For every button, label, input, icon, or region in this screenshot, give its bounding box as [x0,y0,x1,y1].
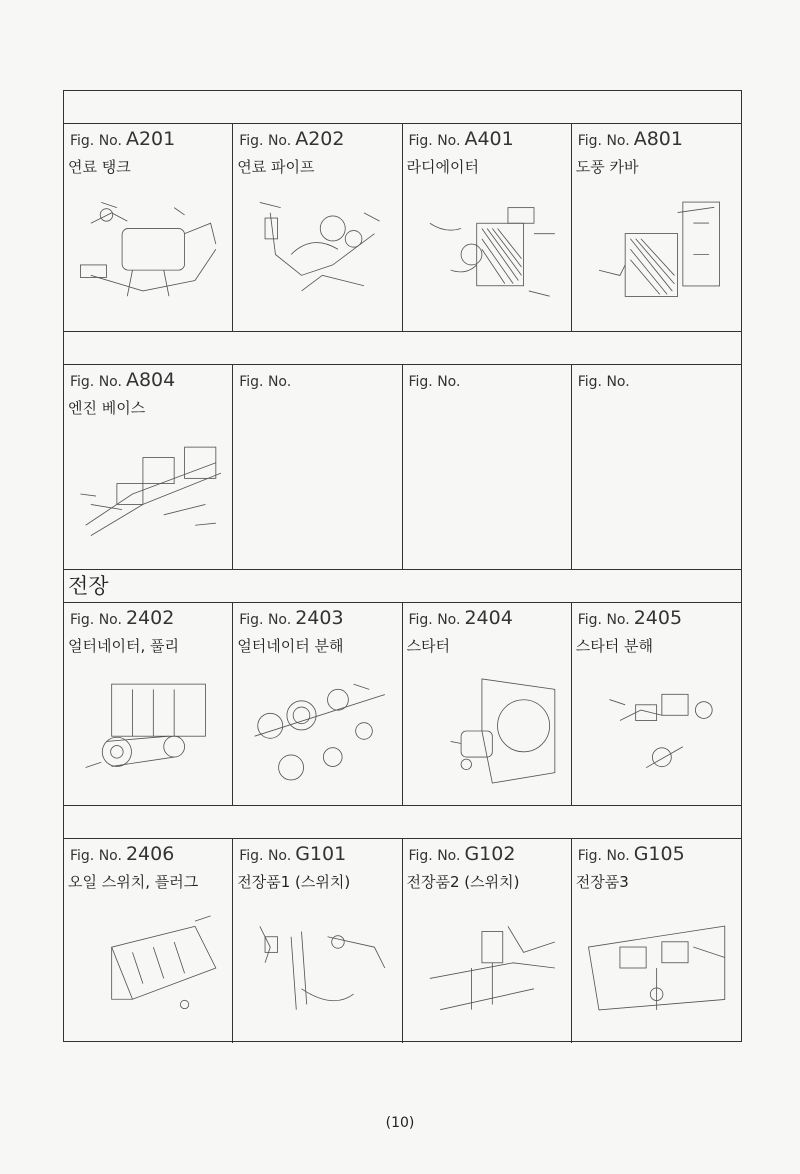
electrical-parts-drawing [578,901,735,1035]
page-number: (10) [385,1115,415,1131]
figure-row-1 [64,124,741,332]
figure-title: 도풍 카바 [575,158,639,176]
figure-title: 엔진 베이스 [68,399,146,417]
figure-title: 얼터네이터 분해 [237,637,344,655]
figure-number: Fig. No. 2404 [408,607,513,629]
switch-drawing [409,901,565,1035]
figure-number: Fig. No. [239,374,292,390]
figure-number: Fig. No. A804 [70,369,176,391]
section-header-empty [64,91,741,124]
shroud-cover-drawing [578,186,735,323]
figure-number: Fig. No. 2402 [70,607,175,629]
section-header-empty [64,332,741,365]
figure-number: Fig. No. G101 [239,843,347,865]
figure-cell-2406[interactable] [64,839,233,1043]
figure-cell-empty [233,365,402,569]
figure-title: 전장품3 [575,873,629,891]
figure-cell-g102[interactable] [403,839,572,1043]
figure-number: Fig. No. G105 [577,843,685,865]
figure-cell-2403[interactable] [233,603,402,805]
figure-title: 연료 파이프 [237,158,315,176]
figure-cell-empty [572,365,741,569]
figure-number: Fig. No. [408,374,461,390]
figure-cell-a202[interactable] [233,124,402,331]
figure-number: Fig. No. [577,374,630,390]
figure-number: Fig. No. A801 [577,128,683,150]
section-header [64,570,741,603]
alternator-pulley-drawing [70,665,226,797]
figure-cell-2404[interactable] [403,603,572,805]
figure-title: 전장품1 (스위치) [237,873,351,891]
figure-row-4 [64,839,741,1043]
figure-number: Fig. No. G102 [408,843,516,865]
figure-number: Fig. No. A201 [70,128,176,150]
figure-title: 라디에이터 [406,158,479,176]
figure-cell-empty [403,365,572,569]
figure-cell-2402[interactable] [64,603,233,805]
figure-cell-2405[interactable] [572,603,741,805]
figure-title: 얼터네이터, 풀리 [68,637,179,655]
figure-cell-a401[interactable] [403,124,572,331]
section-header-empty [64,806,741,839]
alternator-exploded-drawing [239,665,395,797]
fuel-pipe-drawing [239,186,395,323]
catalog-index-table [63,90,742,1042]
engine-base-drawing [70,427,226,561]
figure-title: 스타터 분해 [575,637,653,655]
radiator-drawing [409,186,565,323]
figure-cell-g105[interactable] [572,839,741,1043]
figure-number: Fig. No. 2403 [239,607,344,629]
starter-drawing [409,665,565,797]
figure-title: 스타터 [406,637,450,655]
figure-title: 전장품2 (스위치) [406,873,520,891]
oil-switch-plug-drawing [70,901,226,1035]
figure-row-2 [64,365,741,570]
figure-title: 오일 스위치, 플러그 [68,873,199,891]
section-title: 전장 [68,574,109,598]
figure-number: Fig. No. 2406 [70,843,175,865]
figure-row-3 [64,603,741,806]
fuel-tank-drawing [70,186,226,323]
starter-exploded-drawing [578,665,735,797]
figure-number: Fig. No. A401 [408,128,514,150]
figure-number: Fig. No. 2405 [577,607,683,629]
figure-cell-a804[interactable] [64,365,233,569]
figure-title: 연료 탱크 [68,158,131,176]
figure-number: Fig. No. A202 [239,128,345,150]
figure-cell-g101[interactable] [233,839,402,1043]
figure-cell-a801[interactable] [572,124,741,331]
figure-cell-a201[interactable] [64,124,233,331]
switch-drawing [239,901,395,1035]
